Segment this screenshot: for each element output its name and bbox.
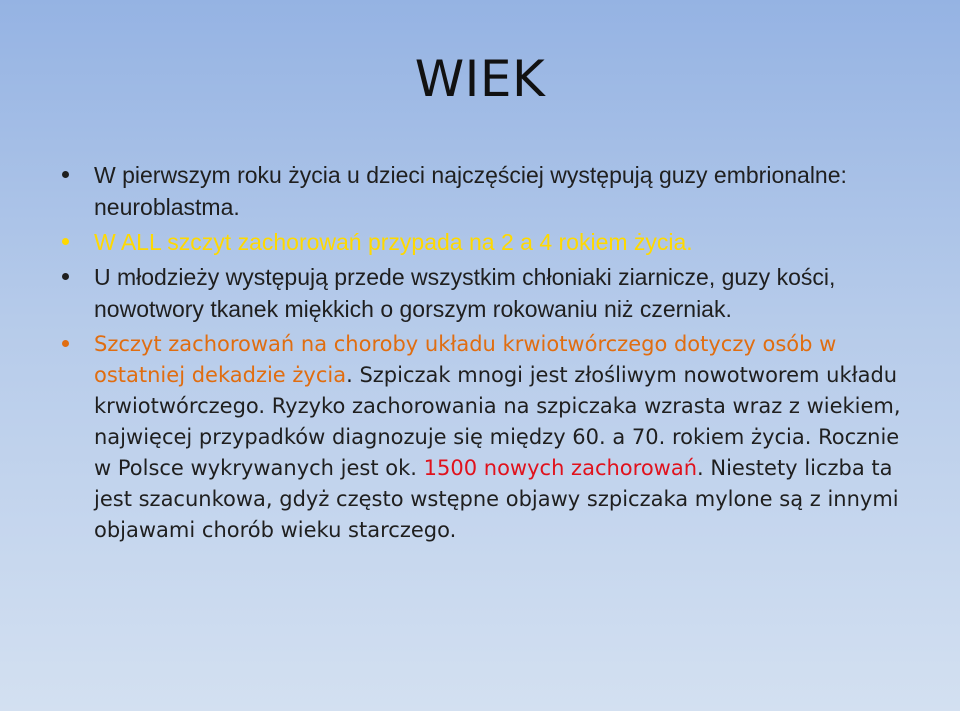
bullet-item: [62, 160, 917, 224]
bullet-text-orange: Szczyt zachorowań na choroby układu krwiotwórczego dotyczy osób w ostatniej dekadzie życia: [94, 332, 837, 387]
slide-title: WIEK: [414, 50, 546, 108]
bullet-dot-icon: [62, 238, 69, 245]
bullet-text: . Niestety liczba ta jest szacunkowa, gdyż często wstępne objawy szpiczaka mylone są z innymi objawami chorób wieku starczego.: [94, 456, 899, 542]
bullet-dot-icon: [62, 171, 69, 178]
bullet-text: W ALL szczyt zachorowań przypada na 2 a 4 rokiem życia.: [94, 229, 693, 255]
bullet-text: U młodzieży występują przede wszystkim chłoniaki ziarnicze, guzy kości, nowotwory tkanek miękkich o gorszym rokowaniu niż czerniak.: [94, 264, 836, 322]
bullet-item: [62, 227, 917, 259]
bullet-item: [62, 329, 917, 546]
bullet-text: W pierwszym roku życia u dzieci najczęściej występują guzy embrionalne: neuroblastma.: [94, 162, 847, 220]
bullet-item: [62, 262, 917, 326]
bullet-dot-icon: [62, 273, 69, 280]
bullet-text-highlight: 1500 nowych zachorowań: [423, 456, 698, 480]
bullet-list: [62, 160, 917, 546]
bullet-dot-icon: [62, 340, 69, 347]
bullet-text: . Szpiczak mnogi jest złośliwym nowotworem układu krwiotwórczego. Ryzyko zachorowania na szpiczaka wzrasta wraz z wiekiem, najwięcej przypadków diagnozuje się między 60. a 70. rokiem życia. Rocznie w Polsce wykrywanych jest ok.: [94, 363, 901, 480]
